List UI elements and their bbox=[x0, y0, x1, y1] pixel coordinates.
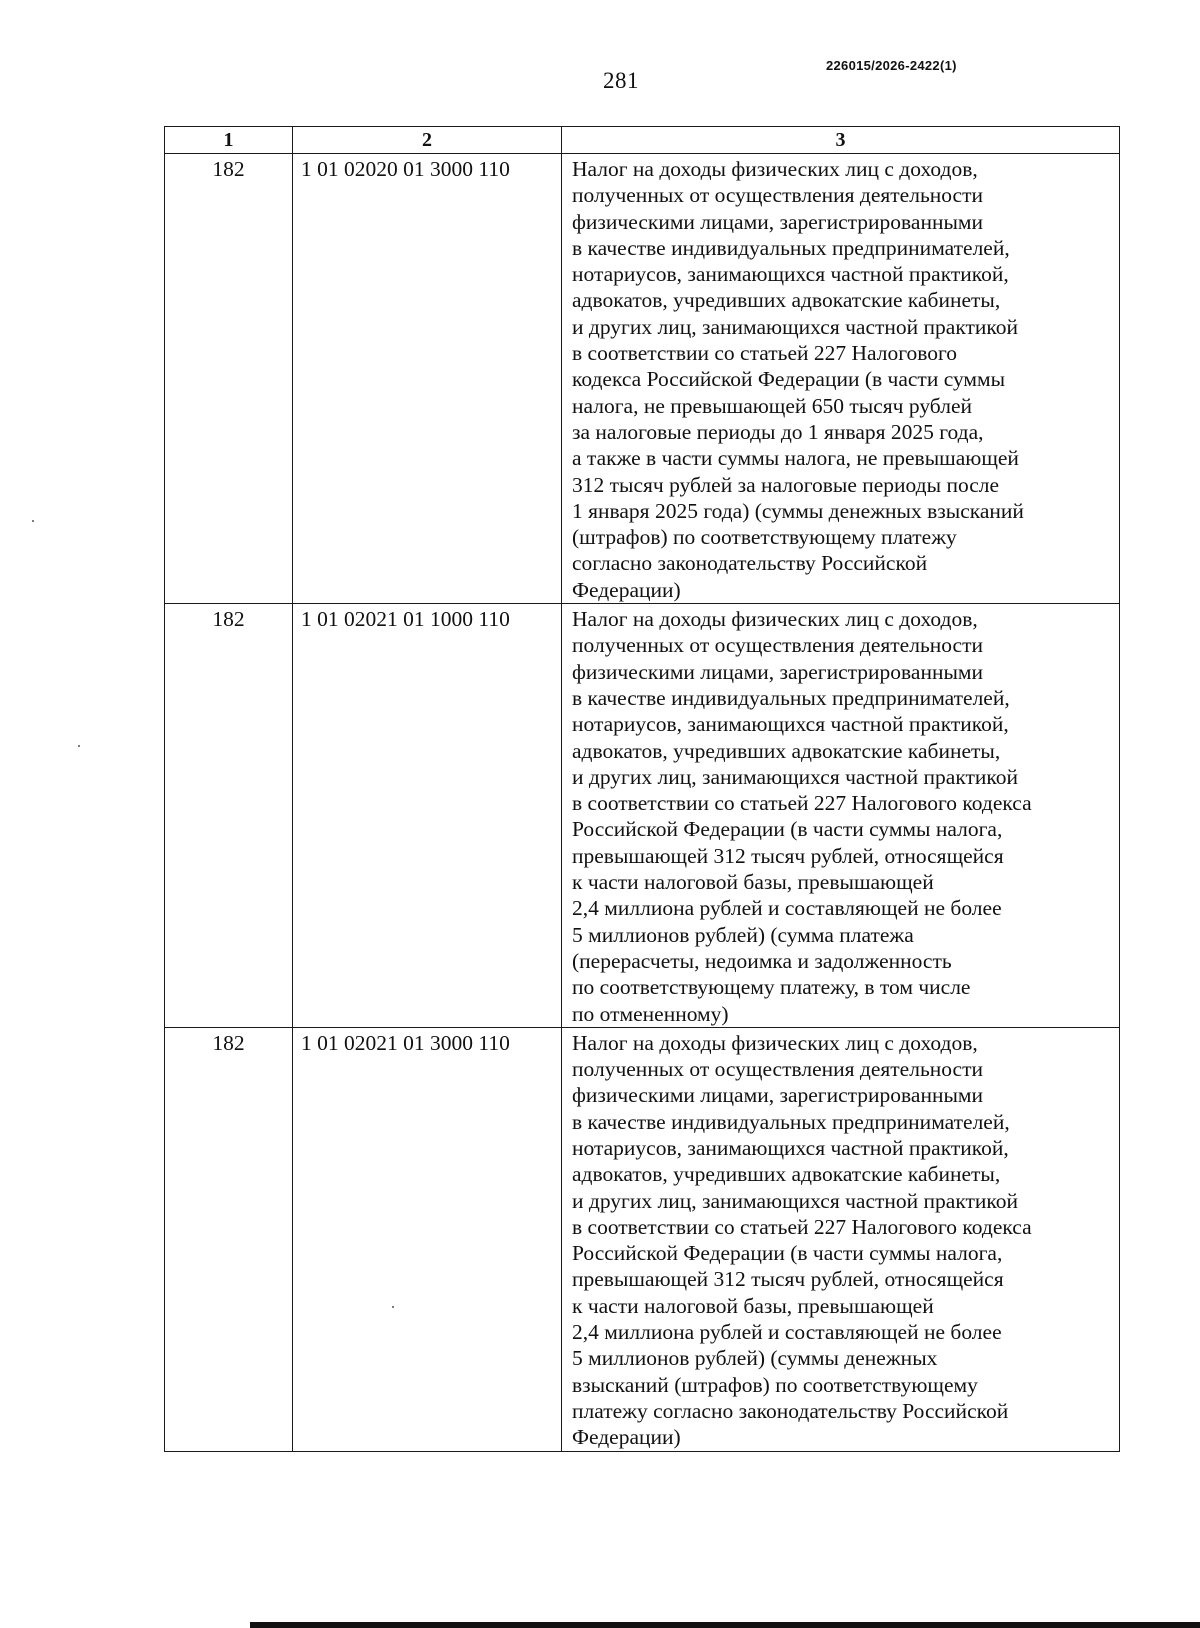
description-line: в соответствии со статьей 227 Налогового bbox=[572, 341, 958, 366]
kbk-code-cell: 1 01 02021 01 3000 110 bbox=[293, 1027, 562, 1451]
description-line: в качестве индивидуальных предпринимателей, bbox=[572, 235, 1010, 260]
admin-code-cell: 182 bbox=[165, 604, 293, 1028]
description-line: в соответствии со статьей 227 Налогового кодекса bbox=[572, 791, 1032, 816]
description-line: физическими лицами, зарегистрированными bbox=[572, 659, 984, 684]
description-line: нотариусов, занимающихся частной практикой, bbox=[572, 262, 1009, 287]
description-line: физическими лицами, зарегистрированными bbox=[572, 209, 984, 234]
description-line: нотариусов, занимающихся частной практикой, bbox=[572, 712, 1009, 737]
description-line: в качестве индивидуальных предпринимателей, bbox=[572, 1109, 1010, 1134]
description-line: Российской Федерации (в части суммы налога, bbox=[572, 817, 1003, 842]
description-line: 5 миллионов рублей) (сумма платежа bbox=[572, 922, 914, 947]
description-cell bbox=[562, 604, 1120, 1028]
description-line: превышающей 312 тысяч рублей, относящейся bbox=[572, 1267, 1004, 1292]
document-id: 226015/2026-2422(1) bbox=[826, 58, 957, 73]
description-line: кодекса Российской Федерации (в части суммы bbox=[572, 367, 1006, 392]
description-line: Федерации) bbox=[572, 1425, 681, 1450]
admin-code-cell: 182 bbox=[165, 1027, 293, 1451]
description-line: за налоговые периоды до 1 января 2025 года, bbox=[572, 419, 984, 444]
description-line: полученных от осуществления деятельности bbox=[572, 1057, 983, 1082]
description-line: Федерации) bbox=[572, 577, 681, 602]
description-line: адвокатов, учредивших адвокатские кабинеты, bbox=[572, 738, 1001, 763]
description-line: Российской Федерации (в части суммы налога, bbox=[572, 1241, 1003, 1266]
scan-speck bbox=[32, 520, 34, 522]
description-line: по отмененному) bbox=[572, 1001, 729, 1026]
header-col-3: 3 bbox=[562, 127, 1120, 154]
description-line: к части налоговой базы, превышающей bbox=[572, 870, 934, 895]
scan-bottom-edge bbox=[250, 1622, 1200, 1628]
header-col-2: 2 bbox=[293, 127, 562, 154]
description-line: и других лиц, занимающихся частной практикой bbox=[572, 314, 1018, 339]
description-line: и других лиц, занимающихся частной практикой bbox=[572, 1188, 1018, 1213]
description-line: а также в части суммы налога, не превышающей bbox=[572, 446, 1019, 471]
table-header-row bbox=[165, 127, 1120, 154]
budget-classification-table bbox=[164, 126, 1120, 1452]
description-line: 5 миллионов рублей) (суммы денежных bbox=[572, 1346, 938, 1371]
description-line: Налог на доходы физических лиц с доходов, bbox=[572, 157, 978, 181]
description-line: взысканий (штрафов) по соответствующему bbox=[572, 1372, 978, 1397]
description-line: полученных от осуществления деятельности bbox=[572, 633, 983, 658]
description-line: (перерасчеты, недоимка и задолженность bbox=[572, 948, 952, 973]
description-line: 1 января 2025 года) (суммы денежных взысканий bbox=[572, 498, 1024, 523]
description-line: к части налоговой базы, превышающей bbox=[572, 1293, 934, 1318]
description-line: Налог на доходы физических лиц с доходов, bbox=[572, 607, 978, 632]
description-line: 312 тысяч рублей за налоговые периоды после bbox=[572, 472, 1000, 497]
description-line: физическими лицами, зарегистрированными bbox=[572, 1083, 984, 1108]
description-cell bbox=[562, 1027, 1120, 1451]
description-line: адвокатов, учредивших адвокатские кабинеты, bbox=[572, 1162, 1001, 1187]
scan-speck bbox=[78, 745, 80, 747]
admin-code-cell: 182 bbox=[165, 154, 293, 604]
description-cell bbox=[562, 154, 1120, 604]
description-line: 2,4 миллиона рублей и составляющей не более bbox=[572, 896, 1002, 921]
description-line: полученных от осуществления деятельности bbox=[572, 183, 983, 208]
description-line: адвокатов, учредивших адвокатские кабинеты, bbox=[572, 288, 1001, 313]
description-line: и других лиц, занимающихся частной практикой bbox=[572, 764, 1018, 789]
kbk-code-cell: 1 01 02020 01 3000 110 bbox=[293, 154, 562, 604]
table-row bbox=[165, 604, 1120, 1028]
description-line: Налог на доходы физических лиц с доходов, bbox=[572, 1030, 978, 1055]
table-body bbox=[165, 154, 1120, 1452]
page-number: 281 bbox=[603, 68, 639, 93]
description-line: 2,4 миллиона рублей и составляющей не более bbox=[572, 1320, 1002, 1345]
description-line: согласно законодательству Российской bbox=[572, 551, 928, 576]
description-line: превышающей 312 тысяч рублей, относящейся bbox=[572, 843, 1004, 868]
kbk-code-cell: 1 01 02021 01 1000 110 bbox=[293, 604, 562, 1028]
table-row bbox=[165, 154, 1120, 604]
description-line: по соответствующему платежу, в том числе bbox=[572, 975, 971, 1000]
description-line: (штрафов) по соответствующему платежу bbox=[572, 525, 957, 550]
description-line: нотариусов, занимающихся частной практикой, bbox=[572, 1135, 1009, 1160]
description-line: платежу согласно законодательству Российской bbox=[572, 1398, 1009, 1423]
header-col-1: 1 bbox=[165, 127, 293, 154]
description-line: налога, не превышающей 650 тысяч рублей bbox=[572, 393, 972, 418]
description-line: в соответствии со статьей 227 Налогового кодекса bbox=[572, 1214, 1032, 1239]
table-row bbox=[165, 1027, 1120, 1451]
scan-speck bbox=[392, 1306, 394, 1308]
description-line: в качестве индивидуальных предпринимателей, bbox=[572, 685, 1010, 710]
